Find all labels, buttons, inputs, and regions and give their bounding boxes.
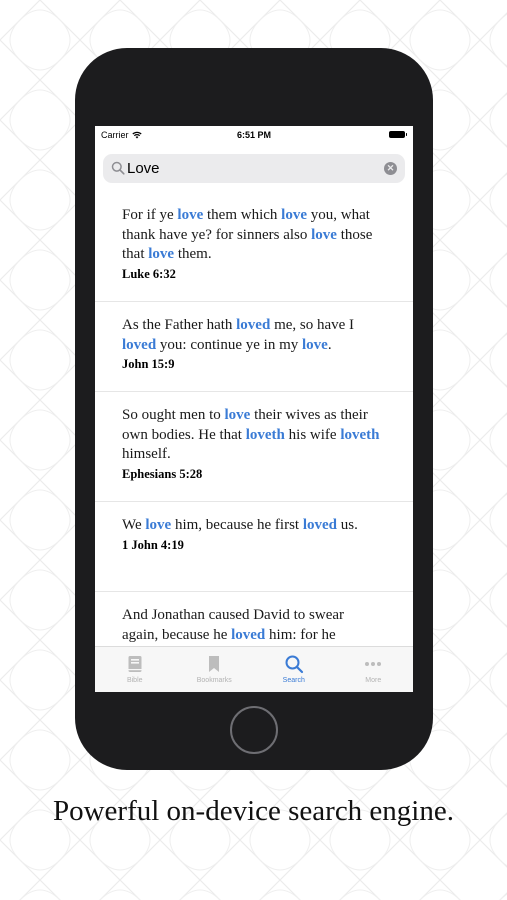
- phone-screen: [95, 126, 413, 692]
- verse-segment: me, so have I: [270, 317, 355, 333]
- verse-segment: And Jonathan caused David to swear again, because he: [122, 607, 345, 643]
- verse-segment: .: [327, 336, 332, 353]
- highlighted-match: loved: [231, 626, 266, 643]
- tab-label-bookmarks: Bookmarks: [196, 677, 232, 684]
- marketing-caption: Powerful on-device search engine.: [52, 795, 454, 827]
- tab-bible[interactable]: [95, 647, 175, 692]
- tab-search[interactable]: [254, 647, 334, 692]
- highlighted-match: love: [177, 207, 204, 223]
- verse-segment: him: for he: [265, 626, 336, 643]
- verse-segment: those that: [122, 226, 373, 262]
- tab-bar: [95, 646, 413, 692]
- tab-more[interactable]: [334, 647, 414, 692]
- search-bar[interactable]: [103, 154, 405, 183]
- search-result-item[interactable]: [95, 592, 413, 644]
- verse-segment: you: continue ye in my: [156, 336, 302, 353]
- highlighted-match: loveth: [245, 426, 285, 443]
- search-input[interactable]: [127, 154, 377, 183]
- highlighted-match: love: [311, 226, 337, 243]
- highlighted-match: love: [224, 407, 251, 423]
- search-result-item[interactable]: [95, 502, 413, 592]
- clear-search-icon[interactable]: ✕: [384, 162, 397, 175]
- verse-segment: As the Father hath: [122, 317, 237, 333]
- tab-label-bible: Bible: [126, 677, 143, 684]
- search-results-list[interactable]: [95, 192, 413, 644]
- search-result-item[interactable]: [95, 392, 413, 502]
- verse-segment: their wives as their own bodies. He that: [122, 407, 368, 443]
- verse-segment: him, because he first: [171, 517, 303, 533]
- verse-segment: you, what thank have ye? for sinners also: [122, 207, 370, 243]
- highlighted-match: love: [281, 207, 307, 223]
- verse-segment: We: [122, 517, 146, 533]
- highlighted-match: loved: [302, 517, 337, 533]
- verse-reference: Luke 6:32: [122, 266, 176, 281]
- verse-segment: For if ye: [122, 207, 178, 223]
- book-icon: [125, 654, 145, 674]
- highlighted-match: love: [148, 246, 175, 262]
- tab-label-search: Search: [282, 677, 305, 684]
- tab-bookmarks[interactable]: [175, 647, 255, 692]
- highlighted-match: love: [145, 517, 172, 533]
- verse-reference: John 15:9: [122, 357, 175, 371]
- verse-text: [122, 316, 383, 355]
- status-bar: [95, 126, 413, 146]
- verse-text: [122, 206, 383, 265]
- verse-segment: them which: [203, 207, 282, 223]
- home-button[interactable]: [230, 706, 278, 754]
- search-result-item[interactable]: [95, 192, 413, 302]
- verse-text: [122, 516, 383, 536]
- search-result-item[interactable]: [95, 302, 413, 392]
- highlighted-match: loved: [122, 336, 157, 353]
- highlighted-match: love: [301, 336, 328, 353]
- verse-segment: himself.: [122, 446, 171, 462]
- phone-frame: [75, 48, 433, 770]
- battery-icon: [389, 131, 405, 138]
- more-icon: [363, 654, 383, 674]
- verse-text: [122, 606, 383, 644]
- verse-segment: So ought men to: [122, 407, 225, 423]
- bookmark-icon: [204, 654, 224, 674]
- status-time: 6:51 PM: [236, 130, 271, 140]
- verse-segment: them.: [174, 246, 212, 262]
- verse-segment: us.: [337, 517, 358, 533]
- search-icon: [284, 654, 304, 674]
- tab-label-more: More: [365, 677, 382, 684]
- verse-text: [122, 406, 383, 465]
- highlighted-match: loveth: [340, 426, 380, 443]
- carrier-label: Carrier: [101, 130, 129, 140]
- verse-segment: his wife: [284, 426, 341, 443]
- search-icon: [111, 161, 125, 175]
- verse-reference: Ephesians 5:28: [122, 466, 203, 481]
- verse-reference: 1 John 4:19: [122, 537, 184, 552]
- highlighted-match: loved: [236, 317, 271, 333]
